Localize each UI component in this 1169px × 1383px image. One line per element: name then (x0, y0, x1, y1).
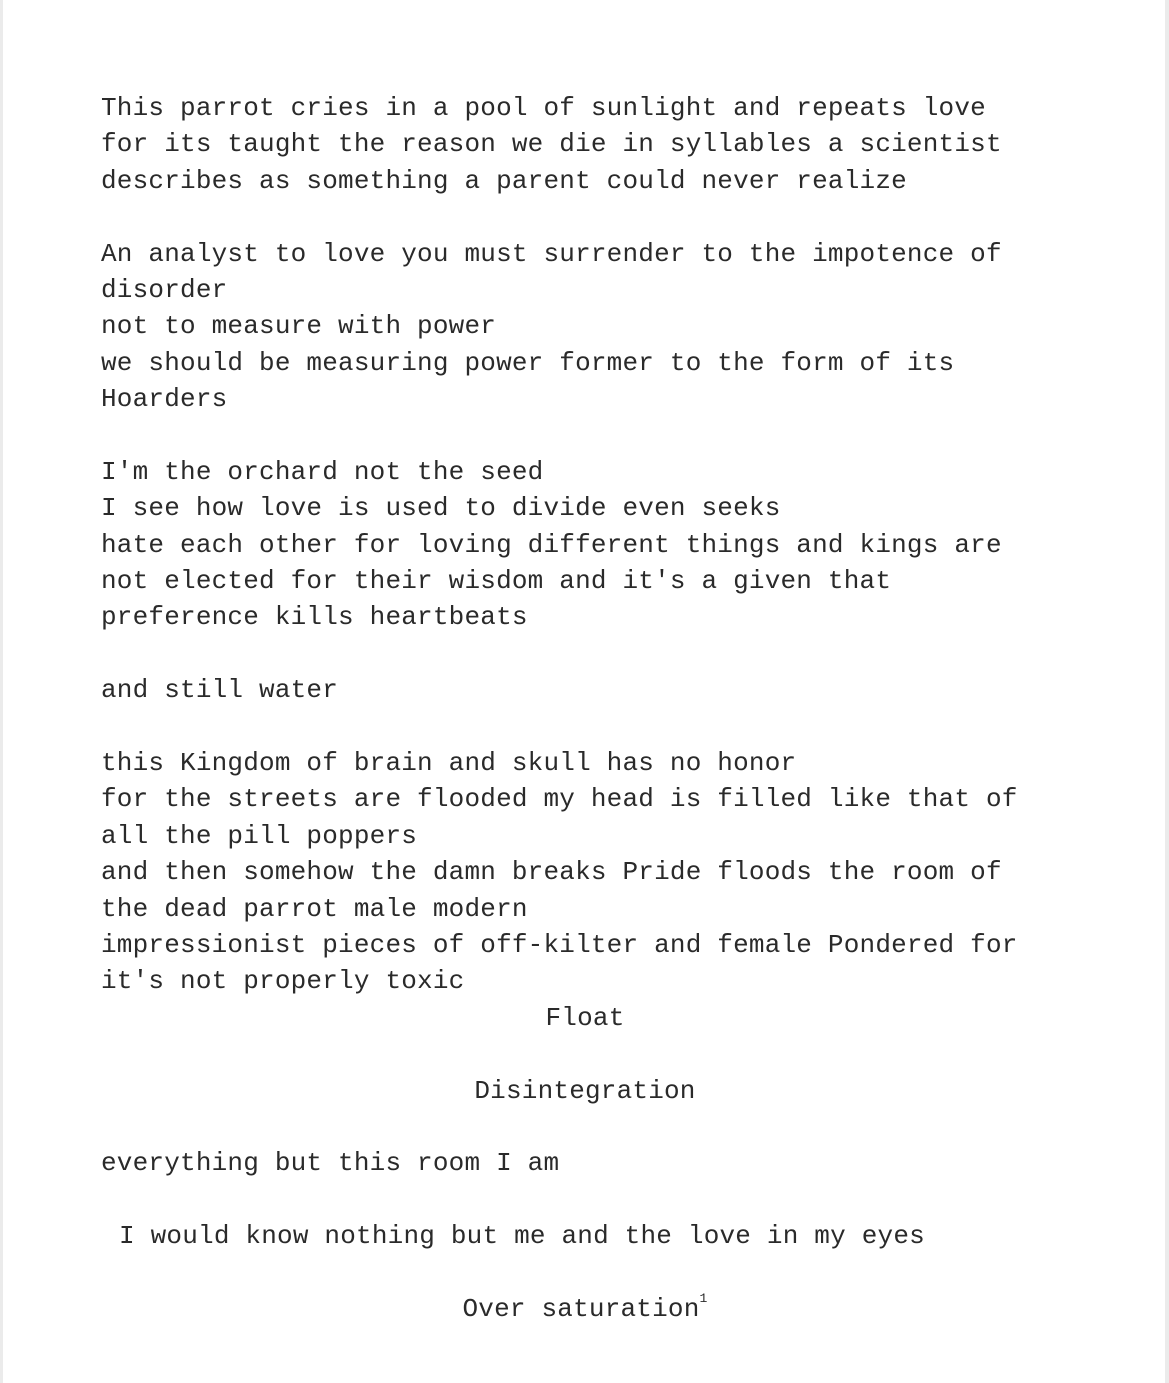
poem-line: and still water (101, 675, 339, 706)
over-saturation-line (101, 1291, 1069, 1327)
poem-line: it's not properly toxic (101, 966, 465, 997)
poem-line: An analyst to love you must surrender to the impotence of (101, 238, 1002, 269)
document-page (3, 0, 1165, 1383)
poem-line: and then somehow the damn breaks Pride floods the room of (101, 857, 1002, 888)
poem-line: this Kingdom of brain and skull has no honor (101, 748, 797, 779)
poem-line: for its taught the reason we die in syllables a scientist (101, 129, 1002, 160)
poem-line: not elected for their wisdom and it's a given that (101, 566, 892, 597)
footnote-marker[interactable]: 1 (699, 1290, 708, 1306)
poem-line: impressionist pieces of off-kilter and female Pondered for (101, 929, 1018, 960)
poem-line: describes as something a parent could never realize (101, 165, 907, 196)
poem-line: I see how love is used to divide even seeks (101, 493, 781, 524)
stanza-break (101, 418, 1081, 454)
disintegration-line: Disintegration (474, 1075, 696, 1106)
stanza-break (101, 1182, 1081, 1218)
poem-line: all the pill poppers (101, 820, 418, 851)
stanza-break (101, 1255, 1081, 1291)
stanza-break (101, 1036, 1081, 1072)
poem-body (101, 90, 1081, 1327)
poem-line: This parrot cries in a pool of sunlight and repeats love (101, 93, 986, 123)
stanza-break (101, 709, 1081, 745)
nothing-line: I would know nothing but me and the love in my eyes (119, 1221, 925, 1252)
poem-line: the dead parrot male modern (101, 893, 528, 924)
poem-line: disorder (101, 274, 228, 305)
poem-line: for the streets are flooded my head is filled like that of (101, 784, 1018, 815)
float-line: Float (545, 1002, 625, 1033)
over-saturation-text: Over saturation (462, 1293, 700, 1324)
poem-line: not to measure with power (101, 311, 497, 342)
poem-line: hate each other for loving different things and kings are (101, 529, 1002, 560)
poem-line: preference kills heartbeats (101, 602, 528, 633)
everything-line: everything but this room I am (101, 1148, 560, 1179)
stanza-break (101, 636, 1081, 672)
poem-line: we should be measuring power former to the form of its (101, 347, 955, 378)
stanza-break (101, 1109, 1081, 1145)
poem-line: Hoarders (101, 384, 228, 415)
poem-line: I'm the orchard not the seed (101, 456, 544, 487)
stanza-break (101, 199, 1081, 235)
